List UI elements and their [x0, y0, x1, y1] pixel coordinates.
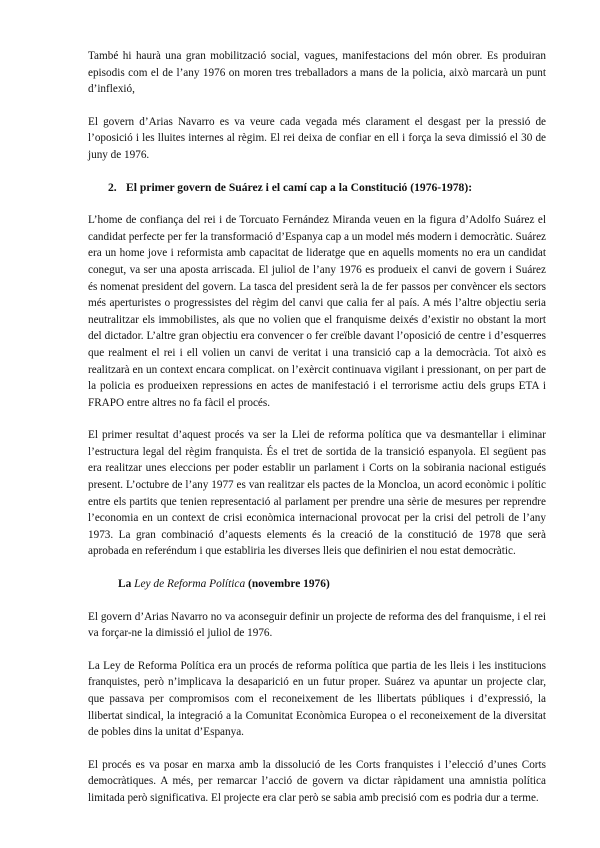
paragraph-suarez-government: L’home de confiança del rei i de Torcuato Fernández Miranda veuen en la figura d’Adolfo Suárez el candidat perfecte per fer la transformació d’Espanya cap a un model més modern i democràtic. Suárez era un home jove i reformista amb capacitat de lideratge que en aquells moments no era un candidat conegut, va ser una aposta arriscada. El juliol de l’any 1976 es produeix el canvi de govern i Suárez és nomenat president del govern. La tasca del president serà la de fer passos per convèncer els sectors més aperturistes o progressistes del règim del canvi que calia fer al país. A més l’altre objectiu seria neutralitzar els immobilistes, als que no volien que el franquisme deixés d’existir no obstant la mort del dictador. L’altre gran objectiu era convencer o fer creïble davant l’oposició de centre i d’esquerres que realment el rei i ell volien un canvi de veritat i una transició cap a la democràcia. Tot això es realitzarà en un context encara complicat. on l’exèrcit continuava vigilant i pressionant, on per part de la policia es produeixen repressions en actes de manifestació i el terrorisme actiu dels grups ETA i FRAPO entre altres no fa fàcil el procés.: [88, 214, 546, 409]
subsection-heading: [88, 576, 546, 593]
subsection-date: (novembre 1976): [245, 578, 330, 591]
section-2-title: El primer govern de Suárez i el camí cap a la Constitució (1976-1978):: [126, 180, 473, 194]
section-2-heading: [88, 180, 546, 197]
paragraph-arias-navarro-resignation: El govern d’Arias Navarro es va veure cada vegada més clarament el desgast per la pressió de l’oposició i les lluites internes al règim. El rei deixa de confiar en ell i força la seva dimissió el 30 de juny de 1976.: [88, 115, 546, 161]
paragraph-arias-failed-reform: El govern d’Arias Navarro no va aconseguir definir un projecte de reforma des del franquisme, i el rei va forçar-ne la dimissió el juliol de 1976.: [88, 610, 546, 640]
paragraph-social-mobilization: També hi haurà una gran mobilització social, vagues, manifestacions del món obrer. Es produiran episodis com el de l’any 1976 on moren tres treballadors a mans de la policia, això marcarà un punt d’inflexió,: [88, 50, 546, 96]
paragraph-corts-dissolution: El procés es va posar en marxa amb la dissolució de les Corts franquistes i l’elecció d’unes Corts democràtiques. A més, per remarcar l’acció de govern va dictar ràpidament una amnistia política limitada però significativa. El projecte era clar però se sabia amb precisió com es podria dur a terme.: [88, 758, 546, 804]
subsection-prefix: La: [118, 578, 135, 591]
paragraph-reform-law-process: La Ley de Reforma Política era un procés de reforma política que partia de les lleis i les institucions franquistes, però n’implicava la desaparició en un futur proper. Suárez va apuntar un projecte clar, que passava per compromisos com el reconeixement de les llibertats públiques i d’expressió, la llibertat sindical, la integració a la Comunitat Econòmica Europea o el reconeixement de la diversitat de pobles dins la unitat d’Espanya.: [88, 659, 546, 739]
subsection-law-name: Ley de Reforma Política: [134, 578, 246, 591]
paragraph-political-reform-law: El primer resultat d’aquest procés va ser la Llei de reforma política que va desmantellar i eliminar l’estructura legal del règim franquista. És el tret de sortida de la transició espanyola. El següent pas era realitzar unes eleccions per poder establir un parlament i Corts on la sobirania nacional estigués present. L’octubre de l’any 1977 es van realitzar els pactes de la Moncloa, un acord econòmic i polític entre els partits que tenien representació al parlament per prendre una sèrie de mesures per reprendre l’economia en un context de crisi econòmica internacional provocat per la crisi del petroli de l’any 1973. La gran combinació d’aquests elements és la creació de la constitució de 1978 que serà aprobada en referéndum i que establiria les diverses lleis que definirien el nou estat democràtic.: [88, 429, 546, 558]
section-2-number: 2.: [108, 180, 117, 194]
